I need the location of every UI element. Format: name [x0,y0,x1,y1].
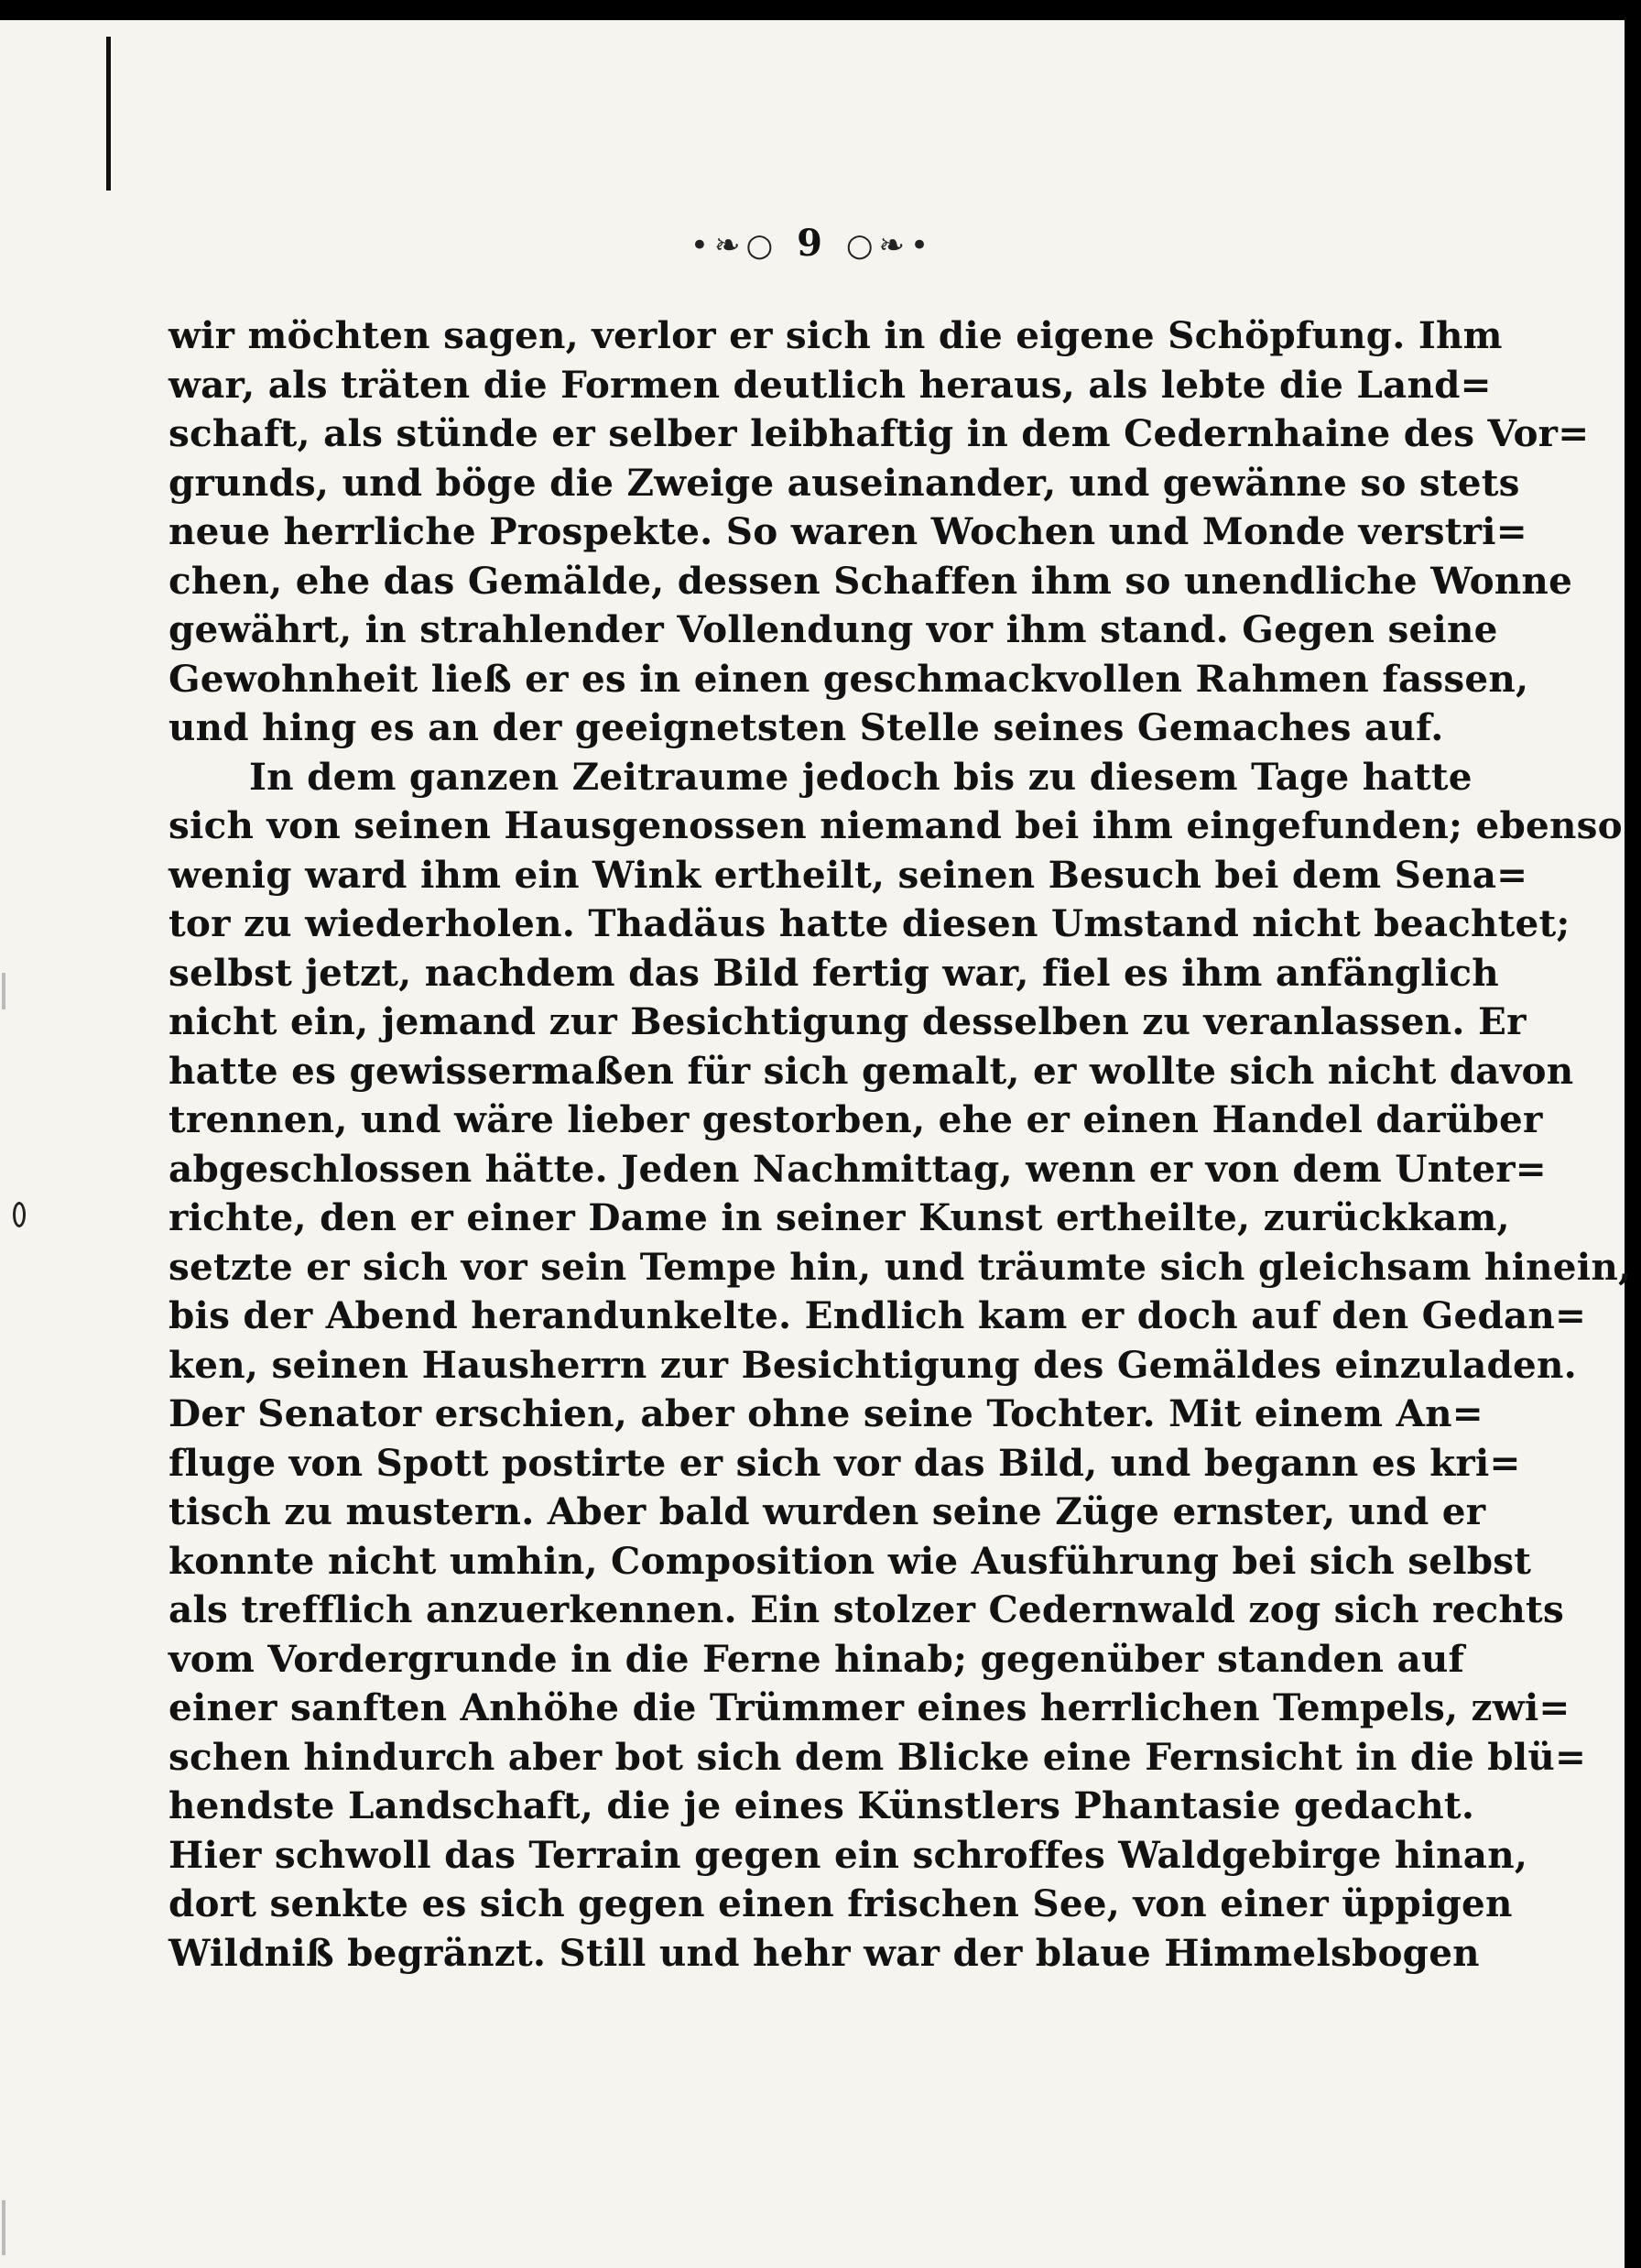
text-line: sich von seinen Hausgenossen niemand bei ihm eingefunden; ebenso [168,803,1623,847]
text-line: Hier schwoll das Terrain gegen ein schroffes Waldgebirge hinan, [168,1832,1528,1877]
text-line: grunds, und böge die Zweige auseinander, und gewänne so stets [168,460,1520,505]
ornament-right-icon: ○❧• [845,227,935,264]
text-line: Der Senator erschien, aber ohne seine Tochter. Mit einem An= [168,1391,1483,1435]
text-line: dort senkte es sich gegen einen frischen See, von einer üppigen [168,1881,1513,1925]
text-line: trennen, und wäre lieber gestorben, ehe er einen Handel darüber [168,1097,1543,1141]
binding-edge-line [106,37,111,191]
text-line: tor zu wiederholen. Thadäus hatte diesen Umstand nicht beachtet; [168,901,1570,945]
text-line: wenig ward ihm ein Wink ertheilt, seinen Besuch bei dem Sena= [168,852,1528,897]
ornament-left-icon: •❧○ [690,227,779,264]
text-line: Wildniß begränzt. Still und hehr war der blaue Himmelsbogen [168,1930,1480,1975]
text-line: hatte es gewissermaßen für sich gemalt, er wollte sich nicht davon [168,1048,1574,1093]
text-line: schen hindurch aber bot sich dem Blicke eine Fernsicht in die blü= [168,1734,1587,1779]
text-line: ken, seinen Hausherrn zur Besichtigung des Gemäldes einzuladen. [168,1342,1577,1387]
body-text [168,311,1632,1978]
text-line: richte, den er einer Dame in seiner Kunst ertheilte, zurückkam, [168,1195,1510,1239]
book-page [0,20,1632,2268]
binding-hole-mark [13,1202,26,1227]
binding-edge-tick [2,973,5,1009]
text-line: abgeschlossen hätte. Jeden Nachmittag, wenn er von dem Unter= [168,1146,1547,1191]
text-line: vom Vordergrunde in die Ferne hinab; gegenüber standen auf [168,1636,1465,1681]
page-number: 9 [797,222,828,265]
paragraph-1 [168,311,1590,753]
text-line: gewährt, in strahlender Vollendung vor ihm stand. Gegen seine [168,607,1498,651]
text-line: war, als träten die Formen deutlich heraus, als lebte die Land= [168,362,1492,407]
text-line: In dem ganzen Zeitraume jedoch bis zu diesem Tage hatte [249,754,1473,799]
text-line: und hing es an der geeignetsten Stelle seines Gemaches auf. [168,705,1444,749]
text-line: nicht ein, jemand zur Besichtigung desselben zu veranlassen. Er [168,999,1527,1043]
text-line: bis der Abend herandunkelte. Endlich kam er doch auf den Gedan= [168,1293,1587,1337]
text-line: Gewohnheit ließ er es in einen geschmackvollen Rahmen fassen, [168,656,1529,701]
text-line: schaft, als stünde er selber leibhaftig in dem Cedernhaine des Vor= [168,411,1590,455]
text-line: als trefflich anzuerkennen. Ein stolzer Cedernwald zog sich rechts [168,1587,1564,1631]
page-header [0,222,1625,265]
text-line: fluge von Spott postirte er sich vor das Bild, und begann es kri= [168,1440,1521,1485]
text-line: wir möchten sagen, verlor er sich in die eigene Schöpfung. Ihm [168,313,1503,357]
binding-edge-tick [2,2200,5,2255]
paragraph-2 [168,753,1632,1979]
text-line: tisch zu mustern. Aber bald wurden seine Züge ernster, und er [168,1489,1486,1533]
text-line: chen, ehe das Gemälde, dessen Schaffen ihm so unendliche Wonne [168,558,1573,603]
text-line: einer sanften Anhöhe die Trümmer eines herrlichen Tempels, zwi= [168,1685,1570,1729]
text-line: hendste Landschaft, die je eines Künstlers Phantasie gedacht. [168,1783,1475,1827]
text-line: setzte er sich vor sein Tempe hin, und träumte sich gleichsam hinein, [168,1244,1632,1289]
text-line: konnte nicht umhin, Composition wie Ausführung bei sich selbst [168,1538,1532,1583]
text-line: neue herrliche Prospekte. So waren Wochen und Monde verstri= [168,509,1527,553]
text-line: selbst jetzt, nachdem das Bild fertig war, fiel es ihm anfänglich [168,950,1499,995]
